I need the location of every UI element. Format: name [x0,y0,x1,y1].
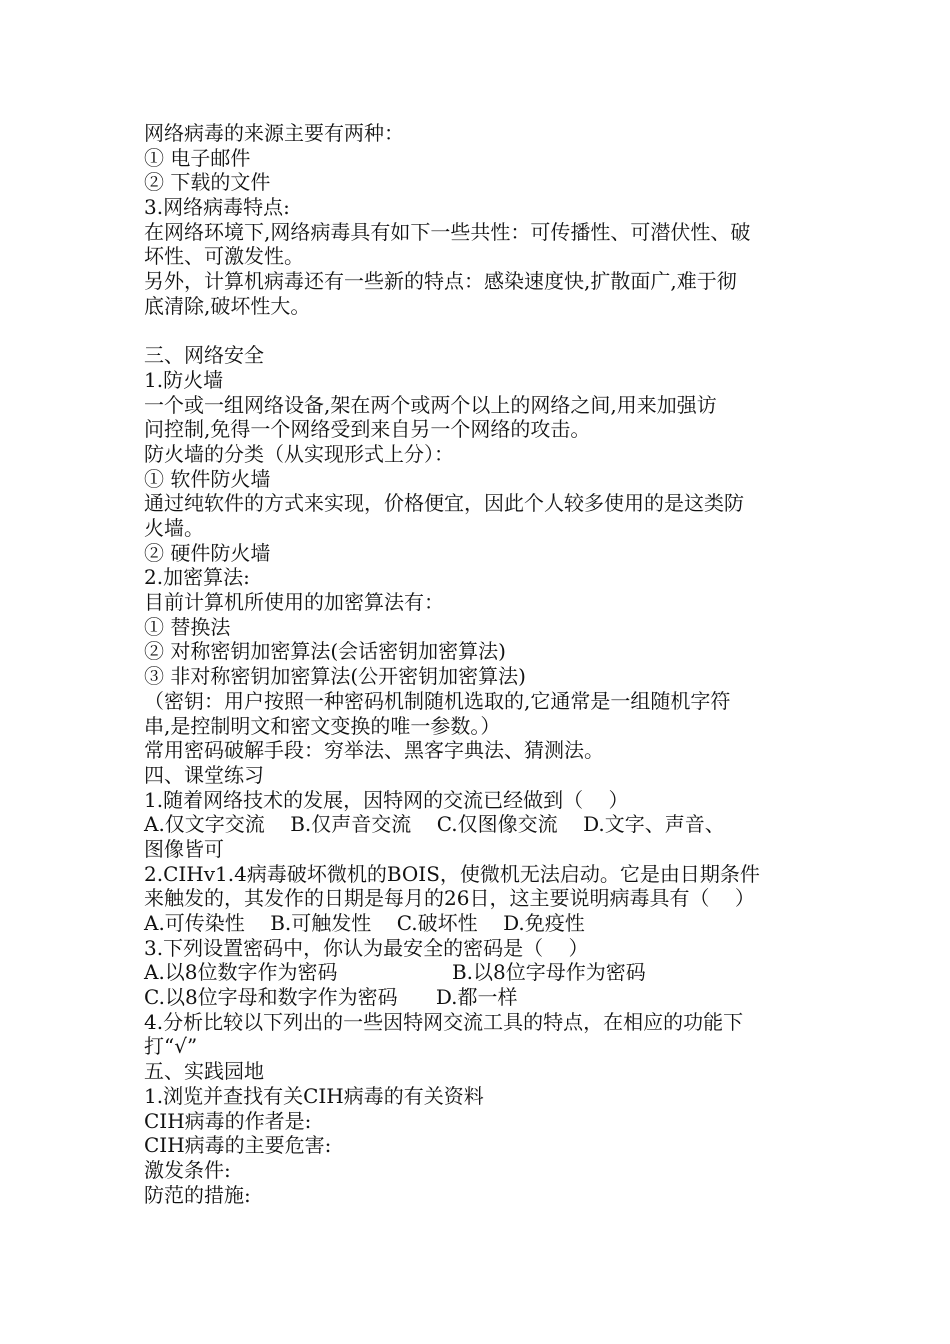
text-line: 火墙。 [144,516,204,540]
question-line: 2.CIHv1.4病毒破坏微机的BOIS，使微机无法启动。它是由日期条件 [144,861,760,886]
text-line: ① 替换法 [144,614,231,639]
section-heading: 五、实践园地 [144,1059,264,1084]
question-line: 1.随着网络技术的发展，因特网的交流已经做到（ ） [144,787,629,812]
text-line: 坏性、可激发性。 [144,244,304,269]
text-line: ③ 非对称密钥加密算法(公开密钥加密算法) [144,664,526,689]
text-line: 底清除,破坏性大。 [144,293,311,318]
text-line: 网络病毒的来源主要有两种： [144,121,404,145]
text-line: CIH病毒的主要危害: [144,1133,332,1158]
text-line: ② 对称密钥加密算法(会话密钥加密算法) [144,639,506,664]
question-line: 3.下列设置密码中，你认为最安全的密码是（ ） [144,935,589,960]
text-line: 1.防火墙 [144,367,224,392]
section-heading: 三、网络安全 [144,343,264,368]
text-line: CIH病毒的作者是: [144,1108,312,1133]
text-line: 另外，计算机病毒还有一些新的特点：感染速度快,扩散面广,难于彻 [144,269,737,294]
answer-options: A.可传染性 B.可触发性 C.破坏性 D.免疫性 [144,911,585,935]
text-line: ① 软件防火墙 [144,466,271,491]
question-line: 打“√” [144,1034,198,1059]
text-line: 3.网络病毒特点: [144,195,290,220]
text-line: ② 硬件防火墙 [144,540,271,565]
text-line: 问控制,免得一个网络受到来自另一个网络的攻击。 [144,417,591,442]
text-line: （密钥：用户按照一种密码机制随机选取的,它通常是一组随机字符 [144,688,731,713]
question-line: 4.分析比较以下列出的一些因特网交流工具的特点，在相应的功能下 [144,1009,744,1034]
question-line: 来触发的，其发作的日期是每月的26日，这主要说明病毒具有（ ） [144,886,755,911]
answer-options: C.以8位字母和数字作为密码 D.都一样 [144,985,518,1010]
text-line: ① 电子邮件 [144,145,251,170]
text-line: 常用密码破解手段：穷举法、黑客字典法、猜测法。 [144,738,604,763]
section-heading: 四、课堂练习 [144,762,264,787]
blank-line [144,319,816,344]
document-body [144,121,816,1207]
text-line: 防火墙的分类（从实现形式上分）： [144,441,454,466]
text-line: 激发条件: [144,1157,231,1182]
text-line: ② 下载的文件 [144,170,271,195]
text-line: 2.加密算法: [144,565,250,590]
text-line: 串,是控制明文和密文变换的唯一参数。） [144,713,501,738]
answer-options: A.以8位数字作为密码 B.以8位字母作为密码 [144,960,646,985]
text-line: 1.浏览并查找有关CIH病毒的有关资料 [144,1083,484,1108]
text-line: 通过纯软件的方式来实现，价格便宜，因此个人较多使用的是这类防 [144,491,744,516]
text-line: 防范的措施: [144,1182,251,1207]
text-line: 在网络环境下,网络病毒具有如下一些共性：可传播性、可潜伏性、破 [144,219,751,244]
text-line: 一个或一组网络设备,架在两个或两个以上的网络之间,用来加强访 [144,392,717,417]
text-line: 目前计算机所使用的加密算法有： [144,590,444,615]
answer-options: A.仅文字交流 B.仅声音交流 C.仅图像交流 D.文字、声音、 [144,812,725,837]
answer-options: 图像皆可 [144,836,224,861]
